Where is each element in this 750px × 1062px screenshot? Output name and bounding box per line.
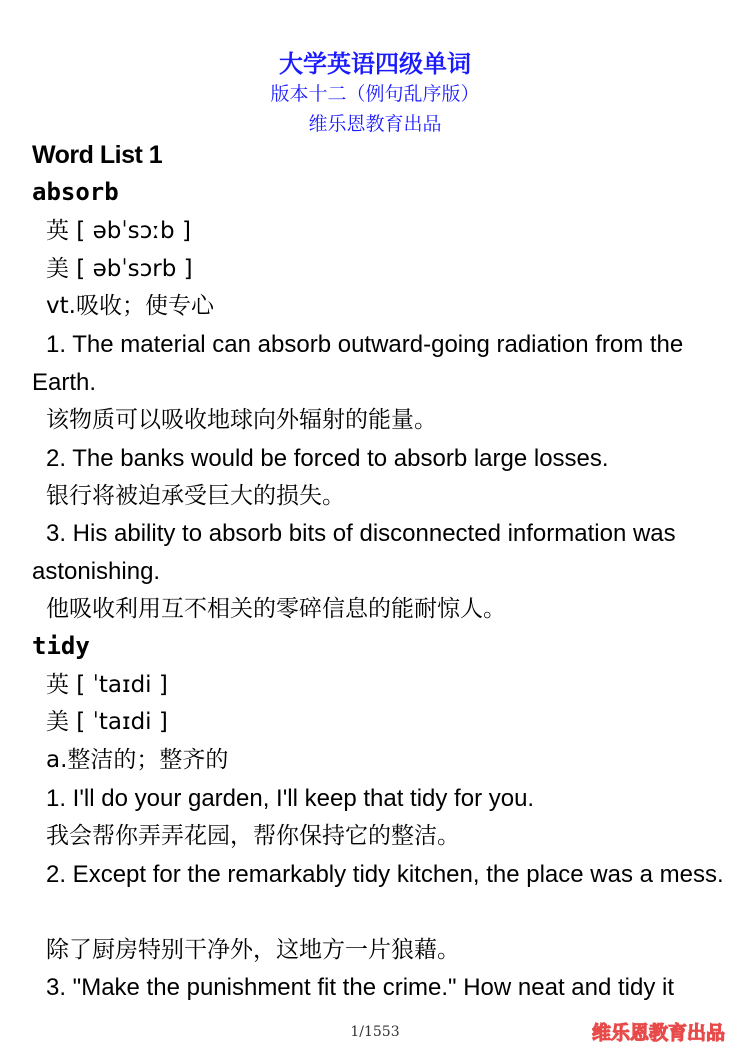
example-sentence-en: 1. The material can absorb outward-going radiation from the Earth.: [32, 331, 684, 396]
publisher-watermark: 维乐恩教育出品: [592, 1022, 726, 1044]
example-sentence-zh: 该物质可以吸收地球向外辐射的能量。: [46, 407, 437, 433]
example-sentence-en: 1. I'll do your garden, I'll keep that tidy for you.: [46, 785, 535, 812]
word-list-title: Word List 1: [32, 141, 163, 169]
example-sentence-zh: 除了厨房特别干净外，这地方一片狼藉。: [46, 937, 460, 963]
definition: vt.吸收；使专心: [46, 293, 214, 319]
entry-headword: tidy: [32, 632, 90, 660]
example-sentence-zh: 我会帮你弄弄花园，帮你保持它的整洁。: [46, 823, 460, 849]
example-sentence-en: 3. "Make the punishment fit the crime." How neat and tidy it: [46, 974, 675, 1001]
us-pronunciation: 美 [ əbˈsɔrb ]: [46, 256, 193, 282]
example-sentence-en: 2. The banks would be forced to absorb large losses.: [46, 445, 609, 472]
page-number: 1/1553: [350, 1024, 400, 1040]
us-pronunciation: 美 [ ˈtaɪdi ]: [46, 709, 168, 735]
example-sentence-en: 2. Except for the remarkably tidy kitchen, the place was a mess.: [46, 861, 724, 888]
document-title: 大学英语四级单词: [279, 50, 471, 78]
example-sentence-zh: 银行将被迫承受巨大的损失。: [46, 483, 345, 509]
uk-pronunciation: 英 [ ˈtaɪdi ]: [46, 672, 168, 698]
uk-pronunciation: 英 [ əbˈsɔːb ]: [46, 218, 191, 244]
entry-headword: absorb: [32, 178, 119, 206]
example-sentence-en: 3. His ability to absorb bits of disconnected information was astonishing.: [32, 520, 676, 585]
document-publisher: 维乐恩教育出品: [308, 113, 442, 135]
definition: a.整洁的；整齐的: [46, 747, 229, 773]
example-sentence-zh: 他吸收利用互不相关的零碎信息的能耐惊人。: [46, 596, 506, 622]
document-subtitle: 版本十二（例句乱序版）: [270, 83, 480, 105]
